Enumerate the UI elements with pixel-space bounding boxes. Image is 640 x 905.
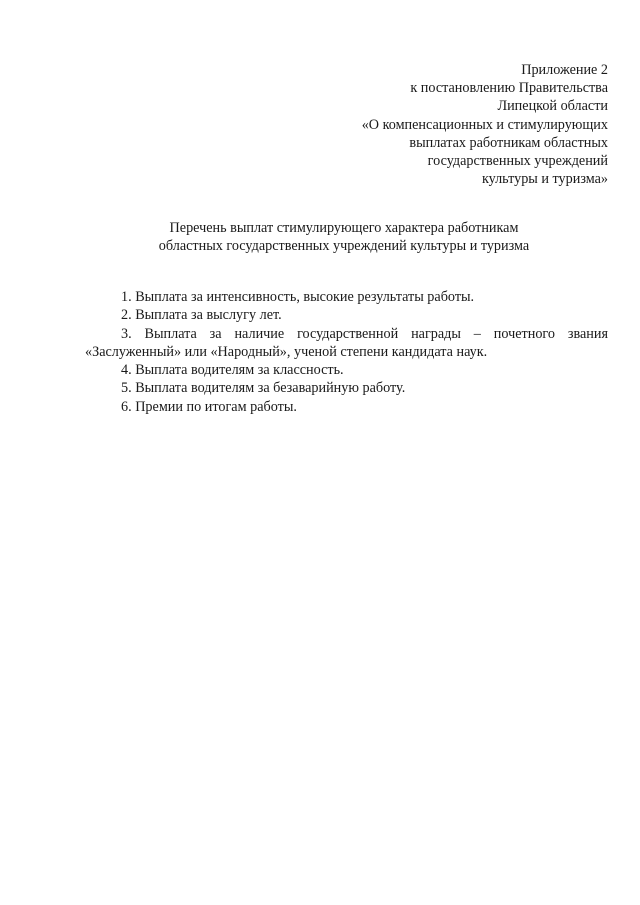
list-item: 6. Премии по итогам работы. bbox=[121, 398, 297, 415]
appendix-line: выплатах работникам областных bbox=[409, 134, 608, 151]
list-item: 5. Выплата водителям за безаварийную работу. bbox=[121, 380, 406, 397]
list-item: 3. Выплата за наличие государственной награды – почетного звания «Заслуженный» или «Народный», ученой степени кандидата наук. bbox=[85, 325, 608, 360]
document-title bbox=[0, 219, 640, 255]
document-title-line: Перечень выплат стимулирующего характера работникам bbox=[169, 220, 519, 236]
appendix-header bbox=[288, 61, 608, 188]
list-item: 2. Выплата за выслугу лет. bbox=[121, 307, 282, 324]
document-title-line: областных государственных учреждений культуры и туризма bbox=[158, 238, 530, 254]
appendix-line: культуры и туризма» bbox=[481, 171, 608, 188]
appendix-line: «О компенсационных и стимулирующих bbox=[361, 116, 608, 133]
payments-list bbox=[85, 288, 608, 416]
appendix-line: государственных учреждений bbox=[427, 153, 608, 170]
appendix-line: Липецкой области bbox=[497, 98, 608, 115]
appendix-line: Приложение 2 bbox=[521, 62, 608, 78]
list-item: 1. Выплата за интенсивность, высокие результаты работы. bbox=[121, 289, 475, 305]
appendix-line: к постановлению Правительства bbox=[410, 80, 608, 97]
list-item: 4. Выплата водителям за классность. bbox=[121, 362, 344, 379]
